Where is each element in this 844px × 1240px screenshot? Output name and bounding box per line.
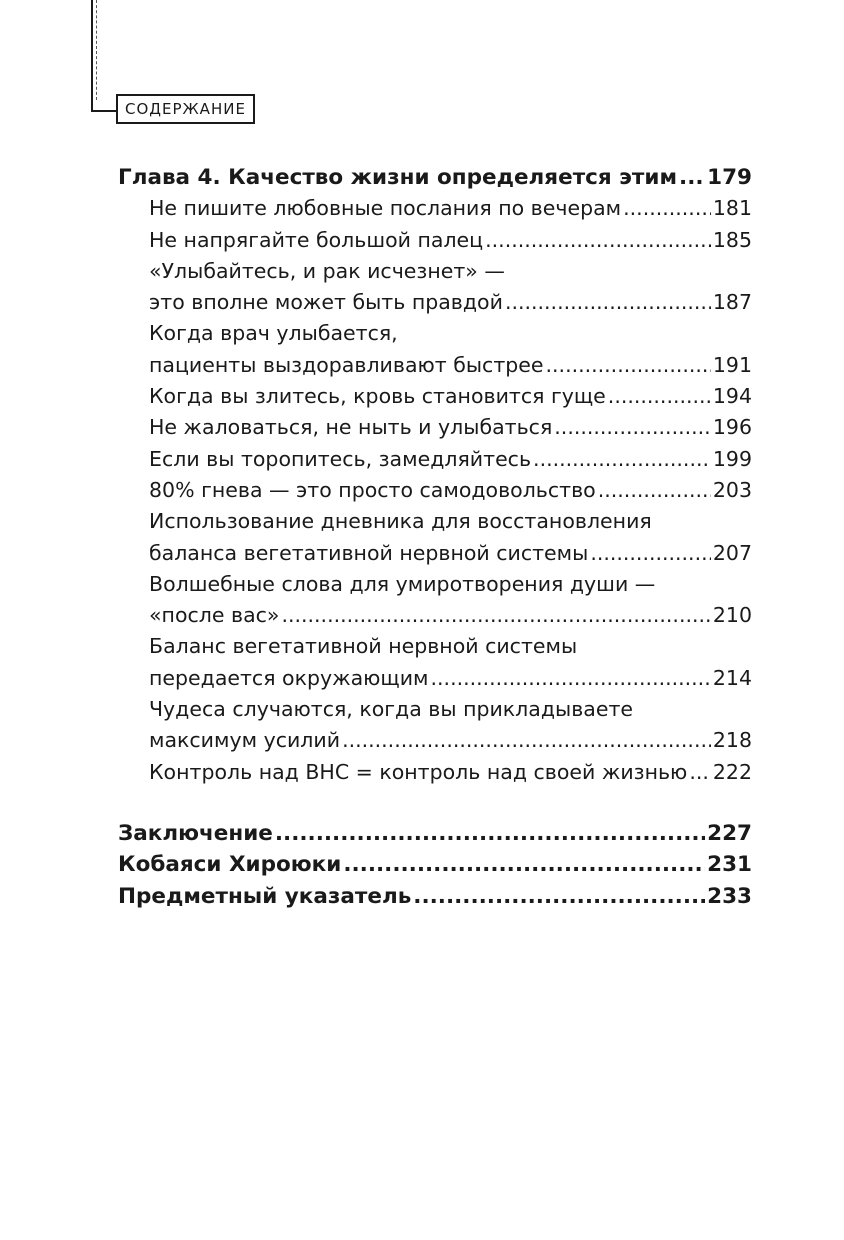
backmatter-page: 231 bbox=[707, 852, 752, 878]
section-entries bbox=[118, 196, 752, 791]
entry-title: максимум усилий bbox=[149, 728, 341, 753]
margin-rule bbox=[91, 0, 93, 112]
toc-entry[interactable] bbox=[118, 384, 752, 415]
entry-page: 187 bbox=[712, 290, 752, 315]
entry-title: это вполне может быть правдой bbox=[149, 290, 503, 315]
entry-page: 207 bbox=[712, 540, 752, 565]
toc-entry[interactable] bbox=[118, 196, 752, 227]
leader-dots bbox=[590, 541, 711, 565]
leader-dots bbox=[608, 384, 711, 408]
entry-title: пациенты выздоравливают быстрее bbox=[149, 352, 544, 377]
leader-dots bbox=[485, 228, 711, 252]
toc-entry[interactable] bbox=[118, 603, 752, 634]
leader-dots bbox=[413, 884, 705, 909]
spacer bbox=[118, 791, 752, 821]
toc-entry[interactable] bbox=[118, 728, 752, 759]
toc-entry-line bbox=[118, 572, 752, 603]
table-of-contents bbox=[118, 165, 752, 915]
entry-title-line: «Улыбайтесь, и рак исчезнет» — bbox=[149, 258, 505, 283]
entry-title: «после вас» bbox=[149, 603, 280, 628]
leader-dots bbox=[533, 447, 711, 471]
backmatter-entry[interactable] bbox=[118, 821, 752, 852]
toc-entry[interactable] bbox=[118, 228, 752, 259]
header-connector bbox=[91, 110, 117, 112]
entry-page: 210 bbox=[712, 603, 752, 628]
toc-entry-line bbox=[118, 697, 752, 728]
leader-dots bbox=[546, 353, 711, 377]
backmatter-title: Заключение bbox=[118, 820, 273, 846]
entry-page: 222 bbox=[712, 759, 752, 784]
backmatter-entry[interactable] bbox=[118, 852, 752, 883]
entry-page: 194 bbox=[712, 384, 752, 409]
entry-page: 218 bbox=[712, 728, 752, 753]
leader-dots bbox=[505, 290, 711, 314]
backmatter-page: 233 bbox=[707, 883, 752, 909]
leader-dots bbox=[281, 603, 710, 627]
entry-title: Контроль над ВНС = контроль над своей жизнью bbox=[149, 759, 688, 784]
leader-dots bbox=[689, 760, 711, 784]
entry-title: 80% гнева — это просто самодовольство bbox=[149, 477, 596, 502]
entry-title-line: Чудеса случаются, когда вы прикладываете bbox=[149, 697, 634, 722]
toc-entry[interactable] bbox=[118, 290, 752, 321]
toc-entry-line bbox=[118, 321, 752, 352]
leader-dots bbox=[275, 821, 705, 846]
entry-title: баланса вегетативной нервной системы bbox=[149, 540, 589, 565]
backmatter-title: Предметный указатель bbox=[118, 883, 412, 909]
chapter-page: 179 bbox=[707, 165, 752, 190]
toc-entry[interactable] bbox=[118, 666, 752, 697]
leader-dots bbox=[679, 165, 705, 190]
margin-rule-dashed bbox=[96, 0, 98, 100]
entry-page: 199 bbox=[712, 446, 752, 471]
chapter-title: Глава 4. Качество жизни определяется этим bbox=[118, 165, 678, 190]
backmatter-title: Кобаяси Хироюки bbox=[118, 852, 342, 878]
toc-entry[interactable] bbox=[118, 447, 752, 478]
toc-entry[interactable] bbox=[118, 760, 752, 791]
entry-title: Не пишите любовные послания по вечерам bbox=[149, 196, 622, 221]
toc-entry-line bbox=[118, 634, 752, 665]
entry-page: 214 bbox=[712, 665, 752, 690]
toc-entry-line bbox=[118, 509, 752, 540]
section-header: СОДЕРЖАНИЕ bbox=[116, 94, 255, 124]
entry-title: передается окружающим bbox=[149, 665, 429, 690]
toc-entry[interactable] bbox=[118, 353, 752, 384]
leader-dots bbox=[343, 852, 705, 877]
toc-entry[interactable] bbox=[118, 478, 752, 509]
toc-entry-line bbox=[118, 259, 752, 290]
entry-title: Когда вы злитесь, кровь становится гуще bbox=[149, 384, 606, 409]
leader-dots bbox=[342, 728, 711, 752]
entry-title-line: Волшебные слова для умиротворения души — bbox=[149, 571, 656, 596]
entry-title: Не напрягайте большой палец bbox=[149, 227, 484, 252]
entry-title-line: Когда врач улыбается, bbox=[149, 321, 398, 346]
leader-dots bbox=[623, 196, 711, 220]
entry-title: Не жаловаться, не ныть и улыбаться bbox=[149, 415, 553, 440]
leader-dots bbox=[554, 415, 711, 439]
leader-dots bbox=[598, 478, 711, 502]
leader-dots bbox=[431, 666, 711, 690]
entry-page: 191 bbox=[712, 352, 752, 377]
entry-page: 203 bbox=[712, 477, 752, 502]
backmatter-entries bbox=[118, 821, 752, 915]
backmatter-entry[interactable] bbox=[118, 884, 752, 915]
backmatter-page: 227 bbox=[707, 820, 752, 846]
entry-page: 196 bbox=[712, 415, 752, 440]
entry-title-line: Баланс вегетативной нервной системы bbox=[149, 634, 578, 659]
entry-page: 185 bbox=[712, 227, 752, 252]
chapter-entry[interactable] bbox=[118, 165, 752, 196]
entry-title-line: Использование дневника для восстановления bbox=[149, 509, 652, 534]
toc-entry[interactable] bbox=[118, 415, 752, 446]
entry-page: 181 bbox=[712, 196, 752, 221]
toc-entry[interactable] bbox=[118, 541, 752, 572]
entry-title: Если вы торопитесь, замедляйтесь bbox=[149, 446, 532, 471]
